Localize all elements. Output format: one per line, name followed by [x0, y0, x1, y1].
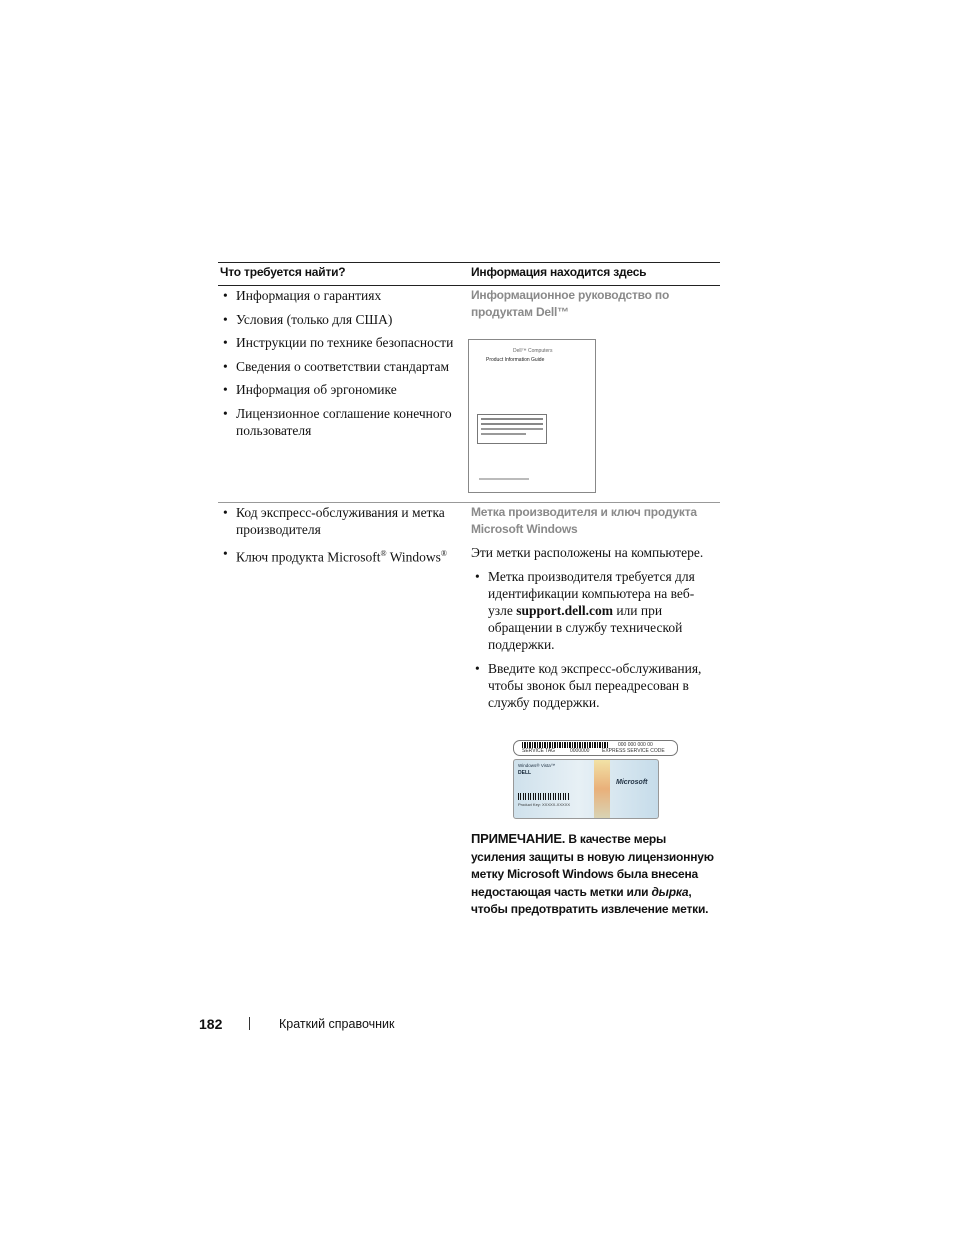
detail-text: или при обращении в службу технической поддержки.: [488, 603, 683, 652]
column-header-where: Информация находится здесь: [471, 265, 647, 279]
thumbnail-title: Product Information Guide: [486, 357, 545, 363]
list-item: • Сведения о соответствии стандартам: [219, 358, 464, 375]
windows-license-label: [513, 759, 659, 819]
list-item: [471, 568, 711, 653]
product-name: Windows® Vista™: [518, 763, 556, 768]
registered-mark: ®: [440, 548, 447, 558]
windows-label: Windows: [386, 549, 441, 564]
row2-intro: Эти метки расположены на компьютере.: [471, 545, 704, 560]
service-tag-value: 0000000: [570, 748, 590, 754]
service-tag-label: [513, 740, 678, 756]
list-item: • Информация об эргономике: [219, 381, 464, 398]
microsoft-logo: Microsoft: [616, 779, 648, 786]
table-row-rule: [218, 502, 720, 503]
product-guide-thumbnail: [468, 339, 596, 493]
column-header-what: Что требуется найти?: [220, 265, 346, 279]
row2-source-title: Метка производителя и ключ продукта Microsoft Windows: [471, 505, 697, 536]
detail-text: Метка производителя требуется для идентификации компьютера на веб-узле: [488, 569, 695, 618]
support-link[interactable]: support.dell.com: [516, 603, 613, 618]
list-item: [219, 545, 464, 566]
note-text: , чтобы предотвратить извлечение метки.: [471, 884, 709, 916]
thumbnail-warning-box: [477, 414, 547, 444]
product-key-text: Product Key: XXXXX-XXXXX: [518, 802, 571, 807]
dell-brand: DELL: [518, 770, 532, 776]
security-note: [471, 830, 721, 919]
list-item: • Код экспресс-обслуживания и метка производителя: [219, 504, 464, 538]
product-key-label: Ключ продукта Microsoft: [236, 549, 381, 564]
note-text: В качестве меры усиления защиты в новую лицензионную метку Microsoft Windows была внесена недостающая часть метки или: [471, 832, 714, 899]
note-emphasis: дырка: [651, 884, 689, 899]
list-item: • Введите код экспресс-обслуживания, чтобы звонок был переадресован в службу поддержки.: [471, 660, 711, 711]
service-tag-text: SERVICE TAG: [522, 748, 556, 754]
list-item: • Инструкции по технике безопасности: [219, 334, 464, 351]
row2-details-list: [471, 568, 711, 717]
thumbnail-footer-text: [479, 478, 529, 480]
express-code-value: 000 000 000 00: [618, 742, 653, 748]
page-number: 182: [199, 1016, 223, 1032]
note-label: ПРИМЕЧАНИЕ.: [471, 831, 566, 846]
table-top-rule: [218, 262, 720, 263]
hologram-strip: [594, 760, 610, 818]
row1-source-title: Информационное руководство по продуктам Dell™: [471, 288, 670, 319]
footer-title: Краткий справочник: [279, 1017, 395, 1031]
list-item: • Лицензионное соглашение конечного пользователя: [219, 405, 464, 439]
barcode-icon: [518, 793, 570, 800]
thumbnail-brand: Dell™ Computers: [513, 348, 553, 354]
registered-mark: ®: [380, 548, 387, 558]
row2-topics-list: [219, 504, 464, 572]
row1-topics-list: [219, 287, 464, 445]
table-header-rule: [218, 285, 720, 286]
list-item: • Информация о гарантиях: [219, 287, 464, 304]
footer-separator: [249, 1017, 250, 1030]
express-code-text: EXPRESS SERVICE CODE: [602, 748, 665, 754]
list-item: • Условия (только для США): [219, 311, 464, 328]
